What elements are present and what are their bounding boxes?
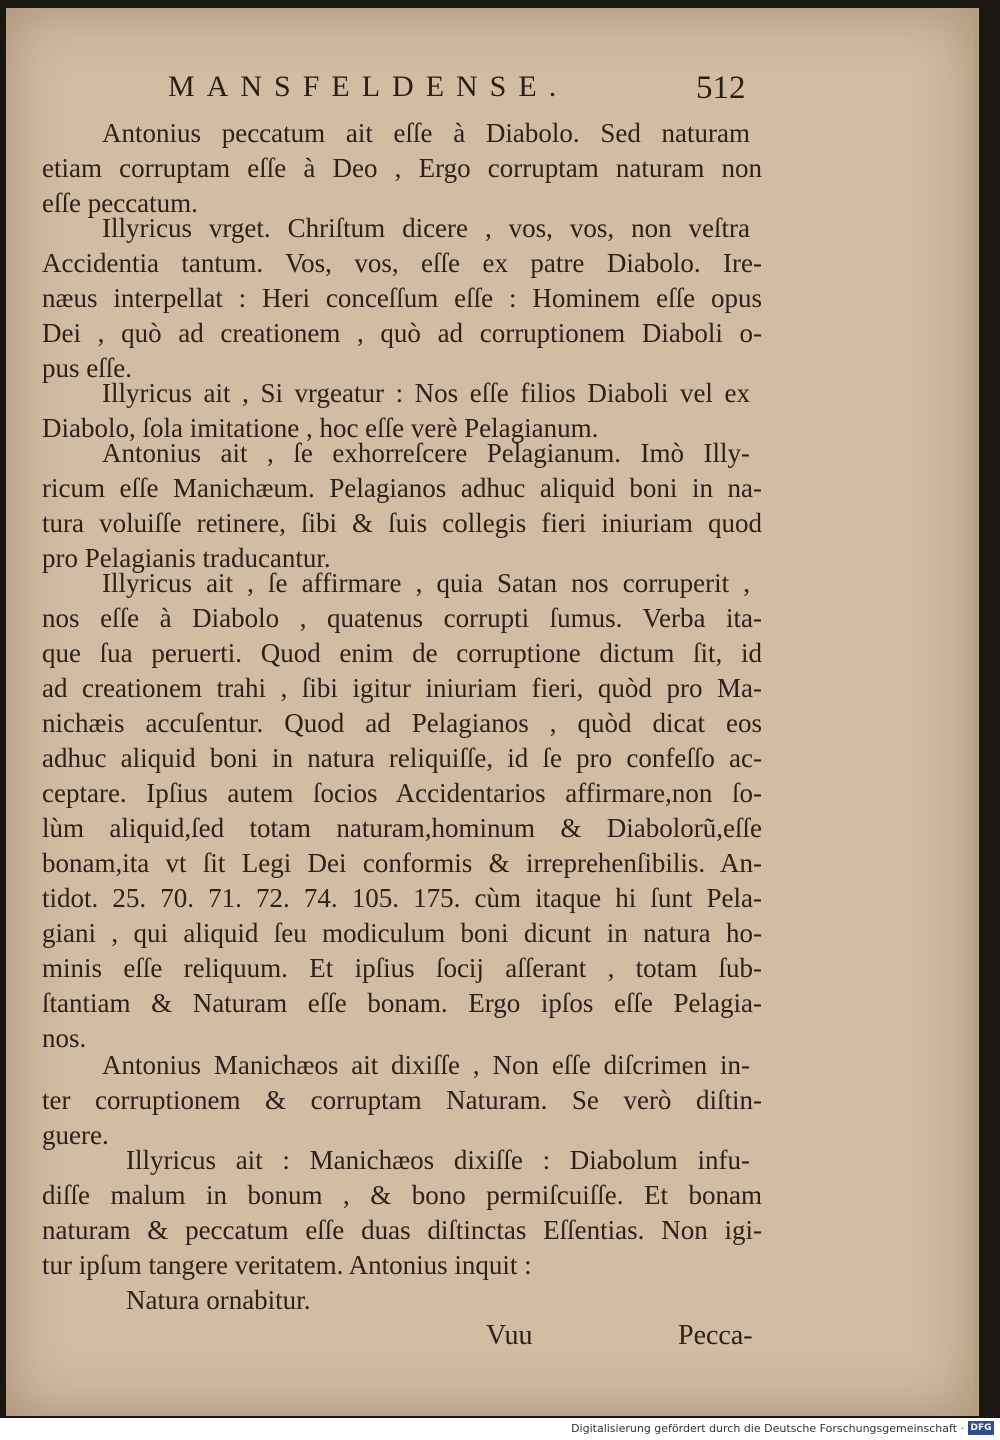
text-line: Illyricus ait , ſe affirmare , quia Satan nos corruperit , — [102, 568, 750, 598]
page-edge — [974, 8, 979, 1416]
text-line: diſſe malum in bonum , & bono permiſcuiſſe. Et bonam — [42, 1180, 762, 1210]
text-line: ad creationem trahi , ſibi igitur iniuriam fieri, quòd pro Ma- — [42, 673, 762, 703]
text-line: tura voluiſſe retinere, ſibi & ſuis collegis fieri iniuriam quod — [42, 508, 762, 538]
text-line: ter corruptionem & corruptam Naturam. Se verò diſtin- — [42, 1085, 762, 1115]
page-number: 512 — [696, 70, 746, 106]
text-line: lùm aliquid,ſed totam naturam,hominum & Diabolorũ,eſſe — [42, 813, 762, 843]
running-head: MANSFELDENSE. — [168, 70, 569, 103]
text-line: que ſua peruerti. Quod enim de corruptione dictum ſit, id — [42, 638, 762, 668]
text-line: bonam,ita vt ſit Legi Dei conformis & irreprehenſibilis. An- — [42, 848, 762, 878]
text-line: pro Pelagianis traducantur. — [42, 543, 331, 573]
book-page — [6, 8, 974, 1416]
text-line: Antonius peccatum ait eſſe à Diabolo. Sed naturam — [102, 118, 750, 148]
text-line: pus eſſe. — [42, 353, 132, 383]
text-line: nichæis accuſentur. Quod ad Pelagianos , quòd dicat eos — [42, 708, 762, 738]
signature-mark: Vuu — [486, 1320, 533, 1351]
text-line: Accidentia tantum. Vos, vos, eſſe ex patre Diabolo. Ire- — [42, 248, 762, 278]
text-line: Antonius Manichæos ait dixiſſe , Non eſſe diſcrimen in- — [102, 1050, 750, 1080]
text-line: ceptare. Ipſius autem ſocios Accidentarios affirmare,non ſo- — [42, 778, 762, 808]
text-line: Illyricus ait , Si vrgeatur : Nos eſſe filios Diaboli vel ex — [102, 378, 750, 408]
text-line: Diabolo, ſola imitatione , hoc eſſe verè Pelagianum. — [42, 413, 599, 443]
text-line: naturam & peccatum eſſe duas diſtinctas Eſſentias. Non igi- — [42, 1215, 762, 1245]
text-line: nos. — [42, 1023, 87, 1053]
catchword: Pecca- — [678, 1320, 753, 1351]
text-line: nos eſſe à Diabolo , quatenus corrupti ſumus. Verba ita- — [42, 603, 762, 633]
text-line: tur ipſum tangere veritatem. Antonius inquit : — [42, 1250, 532, 1280]
text-line: ſtantiam & Naturam eſſe bonam. Ergo ipſos eſſe Pelagia- — [42, 988, 762, 1018]
text-line: eſſe peccatum. — [42, 188, 198, 218]
text-line: giani , qui aliquid ſeu modiculum boni dicunt in natura ho- — [42, 918, 762, 948]
text-line: Dei , quò ad creationem , quò ad corruptionem Diaboli o- — [42, 318, 762, 348]
text-line: næus interpellat : Heri conceſſum eſſe : Hominem eſſe opus — [42, 283, 762, 313]
text-line: tidot. 25. 70. 71. 72. 74. 105. 175. cùm itaque hi ſunt Pela- — [42, 883, 762, 913]
text-line: ricum eſſe Manichæum. Pelagianos adhuc aliquid boni in na- — [42, 473, 762, 503]
text-line: Natura ornabitur. — [126, 1285, 311, 1315]
text-line: Illyricus vrget. Chriſtum dicere , vos, vos, non veſtra — [102, 213, 750, 243]
text-line: etiam corruptam eſſe à Deo , Ergo corruptam naturam non — [42, 153, 762, 183]
text-line: Illyricus ait : Manichæos dixiſſe : Diabolum infu- — [126, 1145, 750, 1175]
text-line: guere. — [42, 1120, 109, 1150]
text-line: adhuc aliquid boni in natura reliquiſſe, id ſe pro confeſſo ac- — [42, 743, 762, 773]
text-line: minis eſſe reliquum. Et ipſius ſocij aſſerant , totam ſub- — [42, 953, 762, 983]
text-line: Antonius ait , ſe exhorreſcere Pelagianum. Imò Illy- — [102, 438, 750, 468]
funding-credit: Digitalisierung gefördert durch die Deutsche Forschungsgemeinschaft · — [571, 1422, 964, 1435]
dfg-logo: DFG — [968, 1421, 994, 1435]
